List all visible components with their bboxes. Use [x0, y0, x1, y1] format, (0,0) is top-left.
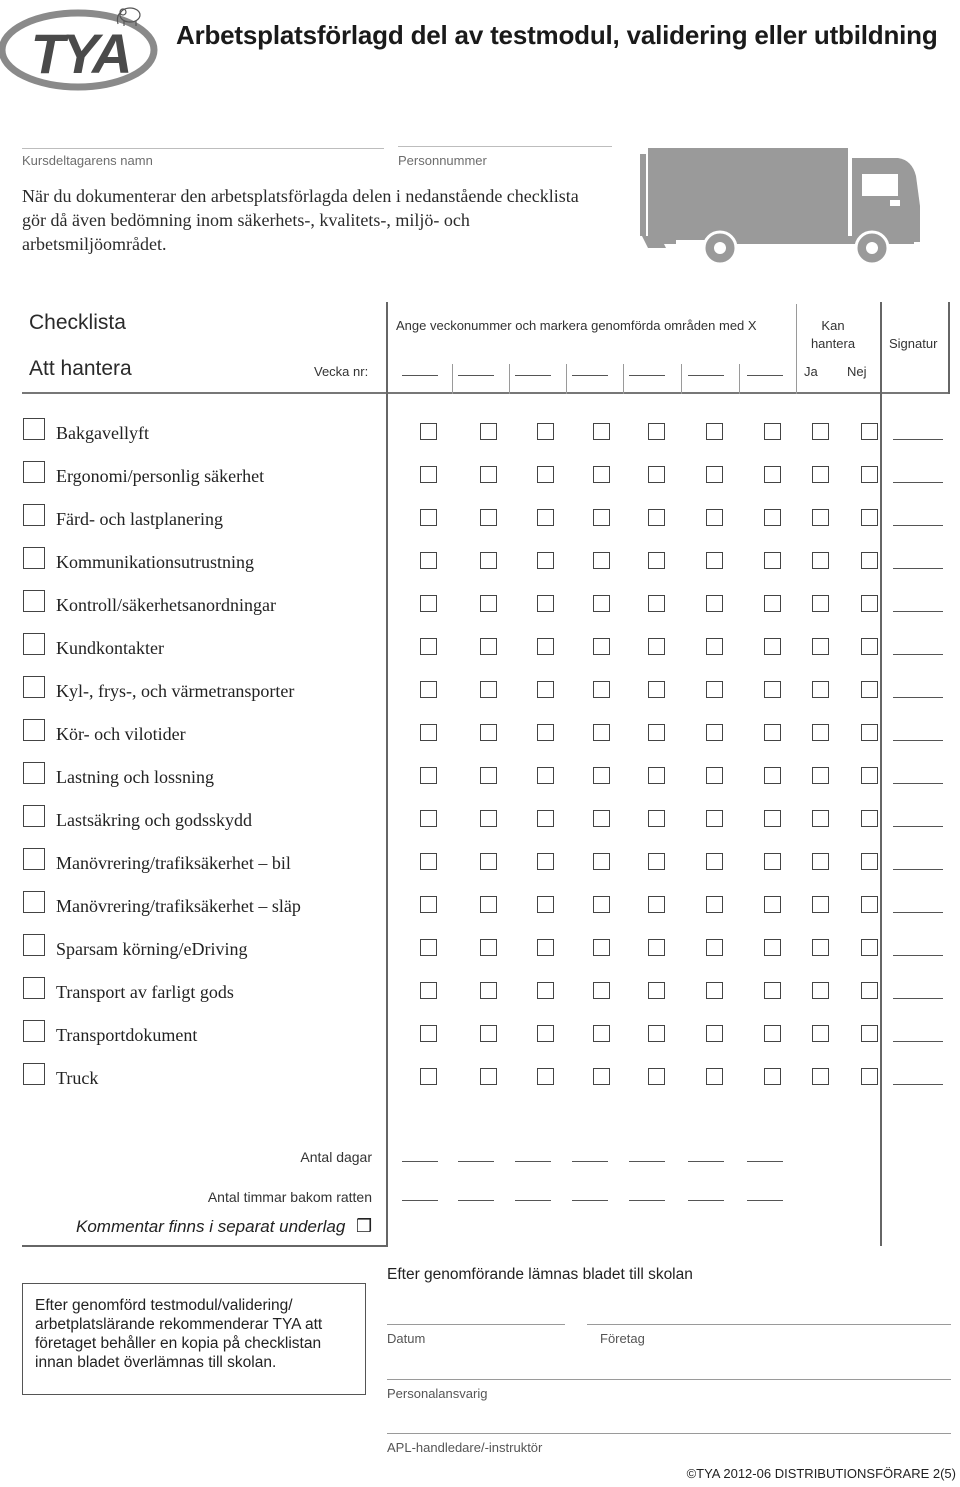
total-blank[interactable]: [747, 1200, 783, 1201]
week-checkbox[interactable]: [420, 681, 437, 698]
week-checkbox[interactable]: [537, 595, 554, 612]
week-checkbox[interactable]: [420, 509, 437, 526]
week-checkbox[interactable]: [593, 853, 610, 870]
datum-label: Datum: [387, 1331, 426, 1346]
week-number-blank[interactable]: [629, 375, 665, 376]
item-checkbox[interactable]: [23, 1020, 45, 1042]
week-checkbox[interactable]: [593, 939, 610, 956]
item-label: Transportdokument: [56, 1025, 198, 1045]
week-checkbox[interactable]: [764, 1025, 781, 1042]
week-checkbox[interactable]: [593, 423, 610, 440]
week-column-divider: [623, 364, 624, 394]
total-blank[interactable]: [515, 1200, 551, 1201]
week-column-divider: [509, 364, 510, 394]
total-blank[interactable]: [402, 1200, 438, 1201]
item-checkbox[interactable]: [23, 418, 45, 440]
personalansvarig-line: [387, 1379, 951, 1380]
week-checkbox[interactable]: [420, 595, 437, 612]
signature-line[interactable]: [893, 654, 943, 655]
total-blank[interactable]: [572, 1200, 608, 1201]
week-checkbox[interactable]: [537, 423, 554, 440]
ja-checkbox[interactable]: [812, 853, 829, 870]
nej-checkbox[interactable]: [861, 896, 878, 913]
item-checkbox[interactable]: [23, 891, 45, 913]
list-item: [0, 547, 960, 590]
week-checkbox[interactable]: [420, 552, 437, 569]
nej-checkbox[interactable]: [861, 810, 878, 827]
item-label: Manövrering/trafiksäkerhet – släp: [56, 896, 301, 916]
week-checkbox[interactable]: [764, 982, 781, 999]
list-item: [0, 977, 960, 1020]
foretag-input[interactable]: [587, 1298, 951, 1324]
signature-line[interactable]: [893, 869, 943, 870]
tya-logo: [0, 0, 160, 100]
datum-input[interactable]: [387, 1298, 565, 1324]
week-checkbox[interactable]: [764, 1068, 781, 1085]
week-checkbox[interactable]: [537, 552, 554, 569]
week-checkbox[interactable]: [537, 1068, 554, 1085]
kan-hantera-divider: [796, 304, 797, 394]
nej-checkbox[interactable]: [861, 423, 878, 440]
page-title: Arbetsplatsförlagd del av testmodul, validering eller utbildning: [176, 20, 938, 50]
total-blank[interactable]: [515, 1161, 551, 1162]
list-item: [0, 934, 960, 977]
week-checkbox[interactable]: [764, 896, 781, 913]
signature-line[interactable]: [893, 1041, 943, 1042]
item-checkbox[interactable]: [23, 848, 45, 870]
week-checkbox[interactable]: [593, 982, 610, 999]
signature-line[interactable]: [893, 740, 943, 741]
week-column-divider: [681, 364, 682, 394]
week-checkbox[interactable]: [537, 767, 554, 784]
week-checkbox[interactable]: [537, 939, 554, 956]
signature-line[interactable]: [893, 568, 943, 569]
week-checkbox[interactable]: [537, 982, 554, 999]
week-checkbox[interactable]: [648, 810, 665, 827]
truck-illustration: [636, 146, 926, 268]
nej-checkbox[interactable]: [861, 552, 878, 569]
week-checkbox[interactable]: [648, 939, 665, 956]
week-checkbox[interactable]: [648, 638, 665, 655]
foretag-label: Företag: [600, 1331, 645, 1346]
item-label: Lastning och lossning: [56, 767, 214, 787]
item-label: Kyl-, frys-, och värmetransporter: [56, 681, 295, 701]
week-column-divider: [452, 364, 453, 394]
signature-line[interactable]: [893, 998, 943, 999]
antal-timmar-label: Antal timmar bakom ratten: [207, 1189, 372, 1205]
list-item: [0, 590, 960, 633]
item-checkbox[interactable]: [23, 934, 45, 956]
name-input[interactable]: [22, 120, 384, 146]
week-checkbox[interactable]: [480, 552, 497, 569]
item-label: Färd- och lastplanering: [56, 509, 223, 529]
week-checkbox[interactable]: [593, 724, 610, 741]
item-label: Manövrering/trafiksäkerhet – bil: [56, 853, 291, 873]
nej-checkbox[interactable]: [861, 853, 878, 870]
ja-checkbox[interactable]: [812, 681, 829, 698]
checklist-bottom-rule: [22, 1245, 388, 1247]
checklist-subtitle: Att hantera: [29, 357, 132, 380]
week-checkbox[interactable]: [764, 638, 781, 655]
ja-checkbox[interactable]: [812, 767, 829, 784]
week-number-blank[interactable]: [402, 375, 438, 376]
apl-label: APL-handledare/-instruktör: [387, 1440, 543, 1455]
week-checkbox[interactable]: [537, 466, 554, 483]
kommentar-checkbox[interactable]: ❒: [356, 1216, 373, 1236]
personnummer-field-line: [398, 146, 612, 147]
week-checkbox[interactable]: [706, 853, 723, 870]
item-checkbox[interactable]: [23, 547, 45, 569]
week-checkbox[interactable]: [480, 1068, 497, 1085]
week-checkbox[interactable]: [420, 466, 437, 483]
week-checkbox[interactable]: [593, 466, 610, 483]
week-checkbox[interactable]: [706, 638, 723, 655]
personalansvarig-input[interactable]: [387, 1353, 951, 1379]
week-checkbox[interactable]: [480, 724, 497, 741]
list-item: [0, 676, 960, 719]
week-checkbox[interactable]: [764, 810, 781, 827]
week-checkbox[interactable]: [537, 810, 554, 827]
week-checkbox[interactable]: [706, 423, 723, 440]
foretag-line: [587, 1324, 951, 1325]
item-label: Transport av farligt gods: [56, 982, 234, 1002]
total-blank[interactable]: [688, 1161, 724, 1162]
week-checkbox[interactable]: [593, 681, 610, 698]
week-checkbox[interactable]: [648, 595, 665, 612]
item-checkbox[interactable]: [23, 977, 45, 999]
week-checkbox[interactable]: [593, 595, 610, 612]
kan-hantera-label: Kan hantera: [810, 318, 856, 351]
week-checkbox[interactable]: [764, 767, 781, 784]
week-checkbox[interactable]: [537, 509, 554, 526]
list-item: [0, 762, 960, 805]
week-checkbox[interactable]: [537, 896, 554, 913]
personalansvarig-label: Personalansvarig: [387, 1386, 488, 1401]
week-checkbox[interactable]: [648, 982, 665, 999]
total-blank[interactable]: [688, 1200, 724, 1201]
ja-checkbox[interactable]: [812, 509, 829, 526]
week-checkbox[interactable]: [764, 853, 781, 870]
week-checkbox[interactable]: [764, 595, 781, 612]
week-checkbox[interactable]: [706, 681, 723, 698]
week-checkbox[interactable]: [480, 681, 497, 698]
week-checkbox[interactable]: [706, 724, 723, 741]
nej-checkbox[interactable]: [861, 982, 878, 999]
signature-line[interactable]: [893, 697, 943, 698]
list-item: [0, 633, 960, 676]
week-checkbox[interactable]: [706, 1025, 723, 1042]
week-checkbox[interactable]: [420, 1068, 437, 1085]
nej-checkbox[interactable]: [861, 1068, 878, 1085]
personnummer-field-label: Personnummer: [398, 153, 487, 168]
item-checkbox[interactable]: [23, 1063, 45, 1085]
ja-checkbox[interactable]: [812, 466, 829, 483]
week-checkbox[interactable]: [648, 767, 665, 784]
signature-line[interactable]: [893, 525, 943, 526]
ja-label: Ja: [804, 364, 818, 379]
week-checkbox[interactable]: [706, 595, 723, 612]
week-checkbox[interactable]: [480, 595, 497, 612]
week-checkbox[interactable]: [593, 767, 610, 784]
week-checkbox[interactable]: [537, 681, 554, 698]
week-checkbox[interactable]: [480, 982, 497, 999]
item-checkbox[interactable]: [23, 590, 45, 612]
week-checkbox[interactable]: [593, 509, 610, 526]
ja-checkbox[interactable]: [812, 1025, 829, 1042]
nej-label: Nej: [847, 364, 867, 379]
item-checkbox[interactable]: [23, 633, 45, 655]
list-item: [0, 418, 960, 461]
week-checkbox[interactable]: [420, 638, 437, 655]
week-checkbox[interactable]: [480, 939, 497, 956]
item-label: Truck: [56, 1068, 99, 1088]
ja-checkbox[interactable]: [812, 595, 829, 612]
ja-checkbox[interactable]: [812, 552, 829, 569]
week-number-blank[interactable]: [747, 375, 783, 376]
nej-checkbox[interactable]: [861, 1025, 878, 1042]
ja-checkbox[interactable]: [812, 638, 829, 655]
week-checkbox[interactable]: [648, 466, 665, 483]
week-checkbox[interactable]: [420, 939, 437, 956]
item-label: Lastsäkring och godsskydd: [56, 810, 252, 830]
ja-checkbox[interactable]: [812, 724, 829, 741]
week-checkbox[interactable]: [648, 853, 665, 870]
week-checkbox[interactable]: [706, 509, 723, 526]
nej-checkbox[interactable]: [861, 638, 878, 655]
datum-line: [387, 1324, 565, 1325]
week-number-blank[interactable]: [572, 375, 608, 376]
week-checkbox[interactable]: [420, 423, 437, 440]
week-checkbox[interactable]: [764, 939, 781, 956]
item-checkbox[interactable]: [23, 461, 45, 483]
checklist-title: Checklista: [29, 311, 126, 334]
kommentar-label: Kommentar finns i separat underlag: [76, 1217, 346, 1236]
week-checkbox[interactable]: [420, 982, 437, 999]
antal-dagar-label: Antal dagar: [300, 1149, 372, 1165]
week-number-blank[interactable]: [458, 375, 494, 376]
week-instruction: Ange veckonummer och markera genomförda områden med X: [396, 318, 757, 333]
week-checkbox[interactable]: [480, 638, 497, 655]
week-checkbox[interactable]: [706, 810, 723, 827]
week-label: Vecka nr:: [314, 364, 369, 379]
week-checkbox[interactable]: [648, 423, 665, 440]
week-checkbox[interactable]: [706, 1068, 723, 1085]
week-column-divider: [739, 364, 740, 394]
week-checkbox[interactable]: [764, 509, 781, 526]
ja-checkbox[interactable]: [812, 896, 829, 913]
week-checkbox[interactable]: [648, 552, 665, 569]
week-checkbox[interactable]: [764, 681, 781, 698]
list-item: [0, 891, 960, 934]
total-blank[interactable]: [629, 1200, 665, 1201]
svg-text:TYA: TYA: [30, 22, 130, 85]
week-checkbox[interactable]: [480, 423, 497, 440]
total-blank[interactable]: [629, 1161, 665, 1162]
kommentar-row: [76, 1216, 372, 1237]
item-label: Ergonomi/personlig säkerhet: [56, 466, 265, 486]
header-rule: [22, 392, 950, 394]
week-checkbox[interactable]: [593, 1025, 610, 1042]
week-checkbox[interactable]: [706, 767, 723, 784]
week-checkbox[interactable]: [420, 1025, 437, 1042]
signature-line[interactable]: [893, 783, 943, 784]
week-number-blank[interactable]: [688, 375, 724, 376]
nej-checkbox[interactable]: [861, 724, 878, 741]
ja-checkbox[interactable]: [812, 939, 829, 956]
list-item: [0, 848, 960, 891]
nej-checkbox[interactable]: [861, 595, 878, 612]
week-checkbox[interactable]: [706, 466, 723, 483]
week-checkbox[interactable]: [480, 1025, 497, 1042]
total-blank[interactable]: [402, 1161, 438, 1162]
signature-line[interactable]: [893, 912, 943, 913]
total-blank[interactable]: [572, 1161, 608, 1162]
week-checkbox[interactable]: [420, 853, 437, 870]
name-field-label: Kursdeltagarens namn: [22, 153, 153, 168]
week-checkbox[interactable]: [764, 423, 781, 440]
signature-line[interactable]: [893, 611, 943, 612]
list-item: [0, 461, 960, 504]
nej-checkbox[interactable]: [861, 939, 878, 956]
list-item: [0, 805, 960, 848]
item-label: Sparsam körning/eDriving: [56, 939, 248, 959]
ja-checkbox[interactable]: [812, 982, 829, 999]
personnummer-input[interactable]: [398, 120, 612, 146]
right-border: [948, 302, 950, 394]
signature-line[interactable]: [893, 955, 943, 956]
week-checkbox[interactable]: [593, 1068, 610, 1085]
week-checkbox[interactable]: [593, 896, 610, 913]
item-checkbox[interactable]: [23, 805, 45, 827]
week-number-blank[interactable]: [515, 375, 551, 376]
week-checkbox[interactable]: [480, 810, 497, 827]
nej-checkbox[interactable]: [861, 466, 878, 483]
signature-line[interactable]: [893, 439, 943, 440]
ja-checkbox[interactable]: [812, 1068, 829, 1085]
item-label: Kontroll/säkerhetsanordningar: [56, 595, 276, 615]
name-field-line: [22, 148, 384, 149]
ja-checkbox[interactable]: [812, 810, 829, 827]
nej-checkbox[interactable]: [861, 681, 878, 698]
item-checkbox[interactable]: [23, 504, 45, 526]
week-checkbox[interactable]: [648, 1025, 665, 1042]
signatur-label: Signatur: [889, 336, 938, 351]
week-checkbox[interactable]: [480, 767, 497, 784]
item-label: Kundkontakter: [56, 638, 164, 658]
week-checkbox[interactable]: [420, 724, 437, 741]
item-label: Kommunikationsutrustning: [56, 552, 254, 572]
week-checkbox[interactable]: [706, 939, 723, 956]
item-checkbox[interactable]: [23, 719, 45, 741]
signature-line[interactable]: [893, 1084, 943, 1085]
week-checkbox[interactable]: [593, 810, 610, 827]
week-checkbox[interactable]: [537, 853, 554, 870]
item-checkbox[interactable]: [23, 676, 45, 698]
week-checkbox[interactable]: [480, 853, 497, 870]
list-item: [0, 1020, 960, 1063]
week-checkbox[interactable]: [480, 466, 497, 483]
signature-line[interactable]: [893, 826, 943, 827]
week-checkbox[interactable]: [648, 1068, 665, 1085]
item-checkbox[interactable]: [23, 762, 45, 784]
week-checkbox[interactable]: [420, 896, 437, 913]
nej-checkbox[interactable]: [861, 767, 878, 784]
week-checkbox[interactable]: [764, 552, 781, 569]
week-checkbox[interactable]: [648, 509, 665, 526]
item-label: Bakgavellyft: [56, 423, 149, 443]
week-checkbox[interactable]: [593, 552, 610, 569]
list-item: [0, 719, 960, 762]
week-checkbox[interactable]: [420, 767, 437, 784]
list-item: [0, 504, 960, 547]
week-checkbox[interactable]: [480, 509, 497, 526]
signature-line[interactable]: [893, 482, 943, 483]
week-checkbox[interactable]: [480, 896, 497, 913]
signature-heading: Efter genomförande lämnas bladet till skolan: [387, 1266, 693, 1283]
total-blank[interactable]: [747, 1161, 783, 1162]
apl-line: [387, 1433, 951, 1434]
week-checkbox[interactable]: [537, 1025, 554, 1042]
week-checkbox[interactable]: [593, 638, 610, 655]
week-checkbox[interactable]: [648, 724, 665, 741]
nej-checkbox[interactable]: [861, 509, 878, 526]
week-checkbox[interactable]: [764, 466, 781, 483]
info-box: Efter genomförd testmodul/validering/ arbetplatslärande rekommenderar TYA att företaget behåller en kopia på checklistan innan bladet överlämnas till skolan.: [22, 1283, 366, 1395]
ja-checkbox[interactable]: [812, 423, 829, 440]
week-checkbox[interactable]: [648, 896, 665, 913]
week-column-divider: [566, 364, 567, 394]
footer: ©TYA 2012-06 DISTRIBUTIONSFÖRARE 2(5): [686, 1466, 956, 1481]
week-checkbox[interactable]: [537, 724, 554, 741]
week-checkbox[interactable]: [648, 681, 665, 698]
week-checkbox[interactable]: [706, 552, 723, 569]
intro-text: När du dokumenterar den arbetsplatsförlagda delen i nedanstående checklista gör då även bedömning inom säkerhets-, kvalitets-, miljö- och arbetsmiljöområdet.: [22, 186, 579, 254]
apl-input[interactable]: [387, 1407, 951, 1433]
week-checkbox[interactable]: [706, 896, 723, 913]
week-checkbox[interactable]: [420, 810, 437, 827]
item-label: Kör- och vilotider: [56, 724, 186, 744]
week-checkbox[interactable]: [706, 982, 723, 999]
total-blank[interactable]: [458, 1161, 494, 1162]
week-checkbox[interactable]: [537, 638, 554, 655]
total-blank[interactable]: [458, 1200, 494, 1201]
week-checkbox[interactable]: [764, 724, 781, 741]
list-item: [0, 1063, 960, 1106]
